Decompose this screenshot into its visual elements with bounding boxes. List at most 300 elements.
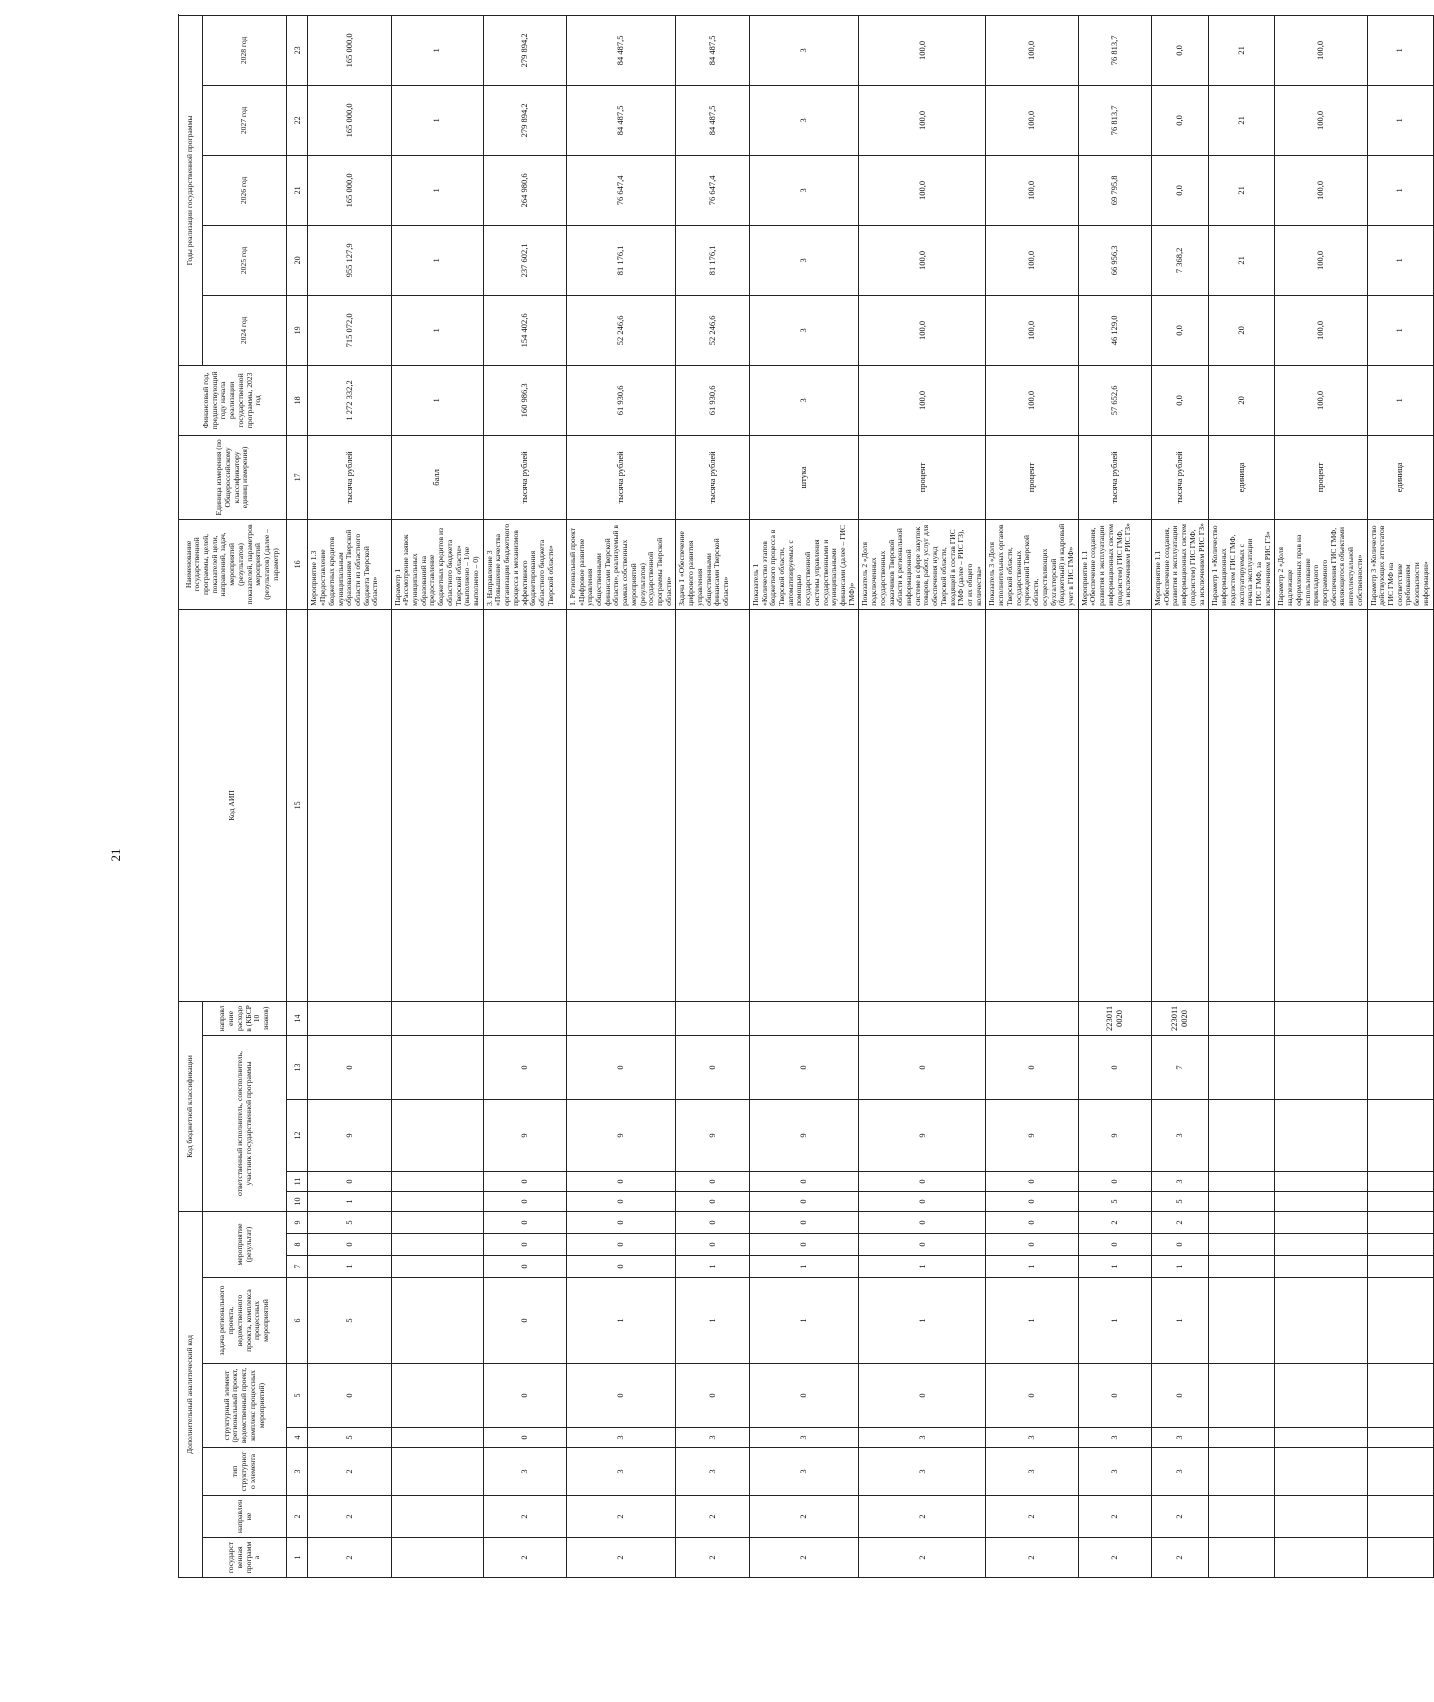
year-value: 52 246,6	[566, 295, 676, 365]
year-value: 100,0	[986, 155, 1078, 225]
year-value: 1	[1367, 295, 1433, 365]
column-index: 19	[287, 295, 308, 365]
code-cell: 0	[859, 1234, 986, 1256]
year-value: 100,0	[1275, 225, 1367, 295]
year-value: 715 072,0	[308, 295, 391, 365]
code-cell	[391, 1171, 483, 1191]
header-year-2025: 2025 год	[203, 225, 287, 295]
code-cell: 3	[676, 1448, 749, 1496]
year-value: 154 402,6	[483, 295, 566, 365]
code-cell: 5	[1152, 1191, 1209, 1211]
code-cell: 2230110020	[1078, 1001, 1151, 1035]
column-index: 7	[287, 1256, 308, 1278]
table-row	[859, 15, 986, 1577]
unit-cell: процент	[859, 435, 986, 519]
code-cell: 0	[676, 1211, 749, 1233]
code-cell	[391, 1256, 483, 1278]
unit-cell: тысяча рублей	[676, 435, 749, 519]
code-cell: 3	[483, 1448, 566, 1496]
code-cell	[391, 1496, 483, 1538]
code-cell	[749, 609, 859, 1001]
code-cell: 3	[749, 1428, 859, 1448]
row-name: Задача 1 «Обеспечение цифрового развития управления общественными финансами Тверской области»	[676, 519, 749, 609]
code-cell: 1	[566, 1278, 676, 1364]
code-cell	[1209, 1496, 1275, 1538]
code-cell: 2	[1152, 1538, 1209, 1578]
code-cell	[483, 1001, 566, 1035]
year-value: 0,0	[1152, 155, 1209, 225]
code-cell: 3	[859, 1448, 986, 1496]
code-cell: 2	[308, 1496, 391, 1538]
year-value: 3	[749, 225, 859, 295]
year-value: 165 000,0	[308, 15, 391, 85]
code-cell: 0	[1152, 1234, 1209, 1256]
code-cell: 2230110020	[1152, 1001, 1209, 1035]
year-value: 21	[1209, 85, 1275, 155]
column-index: 22	[287, 85, 308, 155]
code-cell	[1367, 1448, 1433, 1496]
code-cell: 0	[676, 1191, 749, 1211]
header-budget-group: Код бюджетной классификации	[179, 1001, 203, 1211]
year-value: 84 487,5	[676, 85, 749, 155]
year-value: 76 647,4	[566, 155, 676, 225]
year-value: 46 129,0	[1078, 295, 1151, 365]
code-cell: 2	[749, 1538, 859, 1578]
code-cell	[1367, 1001, 1433, 1035]
code-cell: 0	[483, 1171, 566, 1191]
column-index: 8	[287, 1234, 308, 1256]
code-cell: 3	[1078, 1428, 1151, 1448]
code-cell: 1	[859, 1256, 986, 1278]
code-cell: 1	[1152, 1278, 1209, 1364]
code-cell	[1275, 1364, 1367, 1428]
header-fin-year: Финансовый год, предшествующий году начала реализации государственной программы, 2023 год	[179, 365, 287, 435]
code-cell: 2	[986, 1496, 1078, 1538]
year-value: 100,0	[859, 225, 986, 295]
code-cell: 0	[566, 1364, 676, 1428]
value-2023: 1	[1367, 365, 1433, 435]
unit-cell: тысяча рублей	[566, 435, 676, 519]
code-cell: 0	[676, 1035, 749, 1099]
code-cell: 0	[308, 1035, 391, 1099]
year-value: 1	[391, 15, 483, 85]
header-year-2026: 2026 год	[203, 155, 287, 225]
year-value: 81 176,1	[676, 225, 749, 295]
unit-cell: штука	[749, 435, 859, 519]
code-cell: 0	[483, 1256, 566, 1278]
code-cell	[308, 1001, 391, 1035]
code-cell	[1275, 1171, 1367, 1191]
code-cell: 1	[1152, 1256, 1209, 1278]
code-cell	[1209, 1191, 1275, 1211]
year-value: 237 602,1	[483, 225, 566, 295]
code-cell	[1209, 1428, 1275, 1448]
header-expense: направление расходов (КБСР 10 знаков)	[203, 1001, 287, 1035]
column-index: 1	[287, 1538, 308, 1578]
code-cell	[1209, 1171, 1275, 1191]
code-cell	[986, 609, 1078, 1001]
code-cell: 9	[566, 1099, 676, 1171]
code-cell: 0	[749, 1171, 859, 1191]
row-name: Показатель 1 «Количество этапов бюджетного процесса в Тверской области, автоматизируемых с помощью государственной системы управления государственными и муниципальными финансами (далее – ГИС ГМФ)»	[749, 519, 859, 609]
code-cell: 1	[1078, 1256, 1151, 1278]
code-cell: 1	[1078, 1278, 1151, 1364]
code-cell	[1275, 1448, 1367, 1496]
code-cell: 3	[1152, 1171, 1209, 1191]
year-value: 0,0	[1152, 15, 1209, 85]
code-cell	[676, 609, 749, 1001]
column-index: 3	[287, 1448, 308, 1496]
year-value: 21	[1209, 155, 1275, 225]
code-cell	[1367, 1496, 1433, 1538]
unit-cell: единица	[1209, 435, 1275, 519]
page-number: 21	[108, 848, 123, 862]
code-cell: 3	[1078, 1448, 1151, 1496]
year-value: 76 647,4	[676, 155, 749, 225]
code-cell: 0	[566, 1234, 676, 1256]
code-cell: 0	[749, 1364, 859, 1428]
code-cell	[391, 1035, 483, 1099]
year-value: 264 980,6	[483, 155, 566, 225]
code-cell	[1367, 1035, 1433, 1099]
header-task: задача регионального проекта, ведомственного проекта, комплекса процессных мероприятий	[203, 1278, 287, 1364]
header-year-2024: 2024 год	[203, 295, 287, 365]
code-cell: 3	[1152, 1448, 1209, 1496]
value-2023: 20	[1209, 365, 1275, 435]
year-value: 100,0	[986, 15, 1078, 85]
code-cell: 2	[483, 1538, 566, 1578]
value-2023: 61 930,6	[566, 365, 676, 435]
year-value: 69 795,8	[1078, 155, 1151, 225]
unit-cell: тысяча рублей	[1078, 435, 1151, 519]
column-index: 14	[287, 1001, 308, 1035]
year-value: 0,0	[1152, 85, 1209, 155]
code-cell	[1209, 1538, 1275, 1578]
value-2023: 0,0	[1152, 365, 1209, 435]
code-cell: 0	[566, 1035, 676, 1099]
code-cell: 0	[566, 1256, 676, 1278]
code-cell	[1367, 1171, 1433, 1191]
code-cell	[1209, 609, 1275, 1001]
code-cell: 2	[676, 1496, 749, 1538]
value-2023: 61 930,6	[676, 365, 749, 435]
code-cell: 7	[1152, 1035, 1209, 1099]
code-cell: 1	[859, 1278, 986, 1364]
year-value: 3	[749, 295, 859, 365]
code-cell	[1209, 1211, 1275, 1233]
code-cell: 2	[308, 1448, 391, 1496]
column-index: 13	[287, 1035, 308, 1099]
value-2023: 3	[749, 365, 859, 435]
code-cell: 2	[1078, 1538, 1151, 1578]
code-cell: 0	[483, 1035, 566, 1099]
table-row	[749, 15, 859, 1577]
code-cell: 2	[859, 1496, 986, 1538]
code-cell: 0	[1078, 1234, 1151, 1256]
code-cell	[859, 1001, 986, 1035]
code-cell: 0	[676, 1364, 749, 1428]
unit-cell: тысяча рублей	[483, 435, 566, 519]
row-name: Мероприятие 1.1 «Обеспечение создания, развития и эксплуатации информационных систем (подсистем) ГИС ГМФ, за исключением РИС ГЗ»	[1078, 519, 1151, 609]
header-years-group: Годы реализации государственной программы	[179, 15, 203, 365]
column-index: 20	[287, 225, 308, 295]
year-value: 100,0	[986, 85, 1078, 155]
code-cell	[391, 1099, 483, 1171]
row-name: 3. Направление 3 «Повышение качества организации бюджетного процесса и механизмов эффективного бюджетирования областного бюджета Тверской области»	[483, 519, 566, 609]
header-name: Наименование государственной программы, целей, показателей цели, направлений, задач, мероприятий (результатов) показателей, параметров мероприятий (результатов) (далее – параметр)	[179, 519, 287, 609]
code-cell	[1209, 1035, 1275, 1099]
year-value: 1	[391, 295, 483, 365]
code-cell: 0	[566, 1171, 676, 1191]
column-index: 4	[287, 1428, 308, 1448]
column-index: 17	[287, 435, 308, 519]
year-value: 21	[1209, 15, 1275, 85]
value-2023: 160 986,3	[483, 365, 566, 435]
code-cell: 0	[986, 1211, 1078, 1233]
code-cell: 0	[566, 1191, 676, 1211]
code-cell: 9	[676, 1099, 749, 1171]
code-cell: 0	[483, 1428, 566, 1448]
unit-cell: процент	[986, 435, 1078, 519]
header-year-2027: 2027 год	[203, 85, 287, 155]
code-cell: 1	[986, 1278, 1078, 1364]
code-cell: 1	[308, 1191, 391, 1211]
code-cell: 2	[1152, 1496, 1209, 1538]
code-cell: 0	[986, 1171, 1078, 1191]
year-value: 279 894,2	[483, 85, 566, 155]
code-cell	[676, 1001, 749, 1035]
year-value: 100,0	[1275, 155, 1367, 225]
column-index: 15	[287, 609, 308, 1001]
code-cell: 2	[566, 1538, 676, 1578]
header-struct: структурный элемент (региональный проект, ведомственный проект, комплекс процессных мероприятий)	[203, 1364, 287, 1448]
table-row	[391, 15, 483, 1577]
code-cell: 0	[986, 1364, 1078, 1428]
code-cell: 5	[1078, 1191, 1151, 1211]
header-aip: Код АИП	[179, 609, 287, 1001]
code-cell: 0	[1078, 1364, 1151, 1428]
code-cell: 0	[749, 1211, 859, 1233]
year-value: 3	[749, 155, 859, 225]
table-row	[1209, 15, 1275, 1577]
column-index: 23	[287, 15, 308, 85]
table-row	[986, 15, 1078, 1577]
value-2023: 1 272 332,2	[308, 365, 391, 435]
header-analytic-group: Дополнительный аналитический код	[179, 1211, 203, 1577]
year-value: 165 000,0	[308, 85, 391, 155]
code-cell	[1367, 1099, 1433, 1171]
year-value: 84 487,5	[676, 15, 749, 85]
row-name: Показатель 3 «Доля исполнительных органов Тверской области, государственных учреждений Тверской области, осуществляющих бухгалтерский (бюджетный) и кадровый учет в ГИС ГМФ»	[986, 519, 1078, 609]
code-cell: 1	[749, 1256, 859, 1278]
year-value: 955 127,9	[308, 225, 391, 295]
year-value: 1	[1367, 225, 1433, 295]
column-index: 16	[287, 519, 308, 609]
value-2023: 100,0	[859, 365, 986, 435]
code-cell: 0	[749, 1191, 859, 1211]
year-value: 3	[749, 85, 859, 155]
column-index: 18	[287, 365, 308, 435]
year-value: 100,0	[1275, 15, 1367, 85]
code-cell	[1275, 1256, 1367, 1278]
code-cell: 0	[308, 1234, 391, 1256]
code-cell: 0	[566, 1211, 676, 1233]
code-cell	[1367, 1211, 1433, 1233]
code-cell: 3	[986, 1428, 1078, 1448]
code-cell: 2	[308, 1538, 391, 1578]
code-cell	[391, 1191, 483, 1211]
code-cell	[1209, 1448, 1275, 1496]
code-cell	[1209, 1234, 1275, 1256]
year-value: 76 813,7	[1078, 85, 1151, 155]
code-cell: 2	[749, 1496, 859, 1538]
code-cell	[566, 609, 676, 1001]
code-cell: 0	[859, 1191, 986, 1211]
code-cell: 3	[749, 1448, 859, 1496]
code-cell: 0	[308, 1364, 391, 1428]
code-cell	[1275, 609, 1367, 1001]
code-cell	[391, 1364, 483, 1428]
code-cell: 1	[749, 1278, 859, 1364]
year-value: 1	[1367, 15, 1433, 85]
code-cell	[1367, 609, 1433, 1001]
code-cell: 3	[1152, 1428, 1209, 1448]
year-value: 20	[1209, 295, 1275, 365]
year-value: 3	[749, 15, 859, 85]
table-row	[308, 15, 391, 1577]
code-cell	[1367, 1234, 1433, 1256]
code-cell	[1367, 1538, 1433, 1578]
code-cell	[1275, 1099, 1367, 1171]
year-value: 1	[391, 85, 483, 155]
code-cell: 2	[483, 1496, 566, 1538]
code-cell: 0	[676, 1171, 749, 1191]
table-row	[566, 15, 676, 1577]
code-cell: 0	[859, 1035, 986, 1099]
code-cell: 3	[986, 1448, 1078, 1496]
row-name: Мероприятие 1.3 «Предоставление бюджетных кредитов муниципальным образованиям Тверской области из областного бюджета Тверской области»	[308, 519, 391, 609]
code-cell	[391, 1278, 483, 1364]
code-cell: 0	[986, 1234, 1078, 1256]
code-cell: 0	[1078, 1035, 1151, 1099]
code-cell	[391, 1234, 483, 1256]
code-cell: 3	[859, 1428, 986, 1448]
column-index: 9	[287, 1211, 308, 1233]
year-value: 52 246,6	[676, 295, 749, 365]
unit-cell: процент	[1275, 435, 1367, 519]
header-struct-type: тип структурного элемента	[203, 1448, 287, 1496]
year-value: 100,0	[986, 295, 1078, 365]
year-value: 165 000,0	[308, 155, 391, 225]
column-index: 10	[287, 1191, 308, 1211]
code-cell: 2	[1152, 1211, 1209, 1233]
code-cell	[986, 1001, 1078, 1035]
value-2023: 1	[391, 365, 483, 435]
code-cell	[1209, 1001, 1275, 1035]
code-cell	[1275, 1001, 1367, 1035]
code-cell: 9	[859, 1099, 986, 1171]
year-value: 84 487,5	[566, 85, 676, 155]
code-cell	[1275, 1428, 1367, 1448]
row-name: 1. Региональный проект «Цифровое развитие управления общественными финансами Тверской области», реализуемый в рамках собственных мероприятий (результатов) государственной программы Тверской области»	[566, 519, 676, 609]
unit-cell: балл	[391, 435, 483, 519]
header-program: государственная программа	[203, 1538, 287, 1578]
table-row	[483, 15, 566, 1577]
code-cell	[1367, 1278, 1433, 1364]
code-cell	[391, 1448, 483, 1496]
code-cell: 9	[749, 1099, 859, 1171]
year-value: 1	[391, 155, 483, 225]
code-cell	[1275, 1191, 1367, 1211]
row-name: Параметр 2 «Доля надлежаще оформленных прав на использование прикладного программного обеспечения ГИС ГМФ, являющегося объектами интеллектуальной собственности»	[1275, 519, 1367, 609]
column-index: 11	[287, 1171, 308, 1191]
row-name: Параметр 3 «Количество действующих аттестатов ГИС ГМФ на соответствие требованиям безопасности информации»	[1367, 519, 1433, 609]
code-cell: 2	[986, 1538, 1078, 1578]
column-index: 21	[287, 155, 308, 225]
code-cell: 0	[483, 1278, 566, 1364]
code-cell: 0	[859, 1171, 986, 1191]
column-index: 2	[287, 1496, 308, 1538]
year-value: 100,0	[859, 155, 986, 225]
code-cell: 3	[1152, 1099, 1209, 1171]
code-cell	[1367, 1191, 1433, 1211]
code-cell	[391, 1428, 483, 1448]
year-value: 100,0	[986, 225, 1078, 295]
value-2023: 57 652,6	[1078, 365, 1151, 435]
header-year-2028: 2028 год	[203, 15, 287, 85]
column-index-row	[287, 15, 308, 1577]
year-value: 81 176,1	[566, 225, 676, 295]
code-cell	[391, 1211, 483, 1233]
row-name: Мероприятие 1.1 «Обеспечение создания, развития и эксплуатации информационных систем (подсистем) ГИС ГМФ, за исключением РИС ГЗ»	[1152, 519, 1209, 609]
code-cell	[391, 609, 483, 1001]
table-row	[1152, 15, 1209, 1577]
code-cell: 5	[308, 1428, 391, 1448]
year-value: 66 956,3	[1078, 225, 1151, 295]
header-event: мероприятие (результат)	[203, 1211, 287, 1277]
value-2023: 100,0	[1275, 365, 1367, 435]
year-value: 1	[391, 225, 483, 295]
code-cell: 0	[483, 1364, 566, 1428]
code-cell: 0	[986, 1191, 1078, 1211]
table-row	[1367, 15, 1433, 1577]
year-value: 7 368,2	[1152, 225, 1209, 295]
code-cell: 0	[483, 1211, 566, 1233]
code-cell: 3	[566, 1448, 676, 1496]
program-table	[178, 15, 1434, 1578]
code-cell: 1	[676, 1278, 749, 1364]
code-cell: 0	[308, 1171, 391, 1191]
year-value: 0,0	[1152, 295, 1209, 365]
code-cell: 0	[483, 1191, 566, 1211]
code-cell: 2	[1078, 1496, 1151, 1538]
code-cell	[391, 1001, 483, 1035]
year-value: 100,0	[1275, 295, 1367, 365]
code-cell: 0	[749, 1234, 859, 1256]
code-cell: 1	[308, 1256, 391, 1278]
code-cell	[566, 1001, 676, 1035]
year-value: 1	[1367, 155, 1433, 225]
year-value: 100,0	[1275, 85, 1367, 155]
code-cell	[1078, 609, 1151, 1001]
code-cell	[1367, 1428, 1433, 1448]
row-name: Параметр 1 «Количество информационных подсистем ГИС ГМФ, эксплуатируемых с начала эксплуатации ГИС ГМФ, за исключением РИС ГЗ»	[1209, 519, 1275, 609]
code-cell: 5	[308, 1278, 391, 1364]
code-cell: 9	[1078, 1099, 1151, 1171]
code-cell	[1367, 1256, 1433, 1278]
code-cell: 2	[1078, 1211, 1151, 1233]
code-cell: 0	[1152, 1364, 1209, 1428]
